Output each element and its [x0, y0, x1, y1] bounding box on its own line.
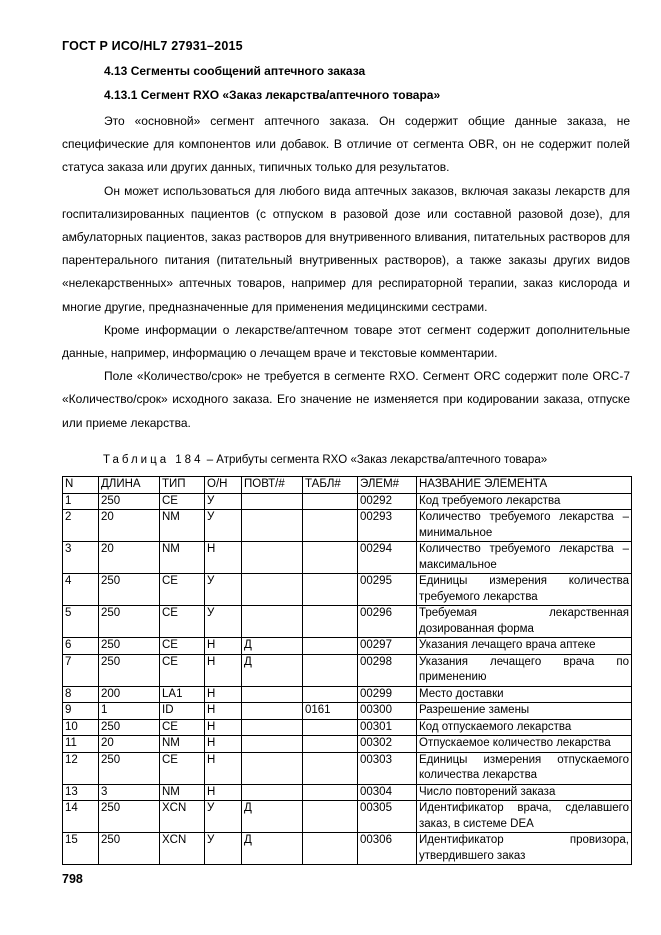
table-cell: 20	[99, 542, 160, 574]
table-cell	[242, 542, 303, 574]
table-cell: 9	[63, 703, 99, 720]
table-cell: Д	[242, 654, 303, 686]
table-cell: NM	[160, 736, 205, 753]
table-cell: 0161	[303, 703, 358, 720]
table-row	[63, 493, 632, 510]
table-cell	[303, 638, 358, 655]
element-name-cell: Идентификатор врача, сделавшего заказ, в системе DEA	[417, 801, 632, 833]
table-cell: 6	[63, 638, 99, 655]
table-row	[63, 606, 632, 638]
table-cell: CE	[160, 752, 205, 784]
element-name-cell: Число повторений заказа	[417, 784, 632, 801]
table-cell: 00300	[358, 703, 417, 720]
table-cell: CE	[160, 719, 205, 736]
table-row	[63, 833, 632, 865]
table-cell	[303, 736, 358, 753]
table-cell: Н	[205, 703, 242, 720]
table-row	[63, 638, 632, 655]
table-cell: 250	[99, 606, 160, 638]
paragraph: Он может использоваться для любого вида аптечных заказов, включая заказы лекарств для госпитализированных пациентов (с отпуском в разовой дозе или составной разовой дозе), для амбулаторных пациентов, заказ растворов для внутривенного вливания, питательных растворов для парентерального питания (питательный внутривенных растворов), а также заказы других видов «нелекарственных» аптечных товаров, например для респираторной терапии, заказ кислорода и многие другие, предназначенные для применения медицинскими сестрами.	[62, 183, 630, 314]
table-cell: Д	[242, 833, 303, 865]
table-cell: 250	[99, 752, 160, 784]
table-cell: 7	[63, 654, 99, 686]
table-row	[63, 654, 632, 686]
table-cell: 8	[63, 686, 99, 703]
table-cell: 10	[63, 719, 99, 736]
table-cell: 4	[63, 574, 99, 606]
table-cell: 15	[63, 833, 99, 865]
table-cell: Н	[205, 719, 242, 736]
table-cell: 00292	[358, 493, 417, 510]
table-row	[63, 703, 632, 720]
table-cell: 00301	[358, 719, 417, 736]
page-number: 798	[62, 872, 83, 886]
table-cell: У	[205, 510, 242, 542]
table-row	[63, 574, 632, 606]
table-row	[63, 510, 632, 542]
table-cell: ID	[160, 703, 205, 720]
table-cell	[242, 752, 303, 784]
table-cell: Н	[205, 752, 242, 784]
table-cell: 250	[99, 574, 160, 606]
table-cell: Н	[205, 784, 242, 801]
table-cell	[242, 784, 303, 801]
table-cell	[303, 784, 358, 801]
element-name-cell: Количество требуемого лекарства – минимальное	[417, 510, 632, 542]
table-cell: 00303	[358, 752, 417, 784]
table-cell	[303, 833, 358, 865]
table-caption-label: Таблица 184	[103, 454, 204, 466]
body-text	[62, 110, 630, 435]
column-header: О/Н	[205, 477, 242, 494]
table-cell: Н	[205, 654, 242, 686]
paragraph: Это «основной» сегмент аптечного заказа. Он содержит общие данные заказа, не специфические для компонентов или добавок. В отличие от сегмента OBR, он не содержит полей статуса заказа или других данных, типичных только для результатов.	[62, 114, 630, 175]
element-name-cell: Количество требуемого лекарства – максимальное	[417, 542, 632, 574]
table-cell: NM	[160, 784, 205, 801]
element-name-cell: Место доставки	[417, 686, 632, 703]
table-cell: 250	[99, 493, 160, 510]
table-cell: 20	[99, 736, 160, 753]
table-cell: 1	[99, 703, 160, 720]
element-name-cell: Отпускаемое количество лекарства	[417, 736, 632, 753]
element-name-cell: Указания лечащего врача по применению	[417, 654, 632, 686]
table-cell	[242, 606, 303, 638]
table-cell: 3	[63, 542, 99, 574]
paragraph: Кроме информации о лекарстве/аптечном товаре этот сегмент содержит дополнительные данные, например, информацию о лечащем враче и текстовые комментарии.	[62, 322, 630, 361]
table-cell: Н	[205, 686, 242, 703]
table-cell: 00305	[358, 801, 417, 833]
table-cell	[242, 574, 303, 606]
table-cell	[303, 686, 358, 703]
table-cell: У	[205, 574, 242, 606]
table-cell	[242, 736, 303, 753]
table-cell: NM	[160, 510, 205, 542]
table-cell: CE	[160, 606, 205, 638]
table-row	[63, 784, 632, 801]
table-cell: 00299	[358, 686, 417, 703]
table-cell: 250	[99, 654, 160, 686]
table-cell: У	[205, 606, 242, 638]
table-cell: 00296	[358, 606, 417, 638]
column-header: N	[63, 477, 99, 494]
column-header: ПОВТ/#	[242, 477, 303, 494]
element-name-cell: Код требуемого лекарства	[417, 493, 632, 510]
table-cell: 00294	[358, 542, 417, 574]
element-name-cell: Единицы измерения отпускаемого количества лекарства	[417, 752, 632, 784]
table-cell	[303, 606, 358, 638]
table-cell: XCN	[160, 833, 205, 865]
element-name-cell: Идентификатор провизора, утвердившего заказ	[417, 833, 632, 865]
table-cell: XCN	[160, 801, 205, 833]
table-cell: 20	[99, 510, 160, 542]
table-cell: У	[205, 833, 242, 865]
table-cell: Н	[205, 736, 242, 753]
table-cell: 00306	[358, 833, 417, 865]
table-cell: Н	[205, 638, 242, 655]
element-name-cell: Единицы измерения количества требуемого лекарства	[417, 574, 632, 606]
table-row	[63, 542, 632, 574]
column-header: ЭЛЕМ#	[358, 477, 417, 494]
table-cell: Д	[242, 638, 303, 655]
element-name-cell: Разрешение замены	[417, 703, 632, 720]
table-cell	[242, 510, 303, 542]
table-cell: 250	[99, 833, 160, 865]
element-name-cell: Указания лечащего врача аптеке	[417, 638, 632, 655]
table-cell: Н	[205, 542, 242, 574]
table-caption-text: Атрибуты сегмента RXO «Заказ лекарства/аптечного товара»	[216, 454, 548, 466]
table-header-row	[63, 477, 632, 494]
table-cell	[242, 703, 303, 720]
table-cell: 00293	[358, 510, 417, 542]
table-cell	[303, 801, 358, 833]
element-name-cell: Требуемая лекарственная дозированная форма	[417, 606, 632, 638]
table-cell: У	[205, 801, 242, 833]
attributes-table	[62, 476, 632, 865]
table-row	[63, 736, 632, 753]
column-header: ДЛИНА	[99, 477, 160, 494]
table-cell: CE	[160, 638, 205, 655]
table-cell	[303, 493, 358, 510]
table-cell: 13	[63, 784, 99, 801]
subsection-heading: 4.13.1 Сегмент RXO «Заказ лекарства/аптечного товара»	[104, 88, 441, 102]
section-heading: 4.13 Сегменты сообщений аптечного заказа	[104, 64, 366, 78]
table-cell: 00304	[358, 784, 417, 801]
table-cell	[242, 719, 303, 736]
column-header: ТАБЛ#	[303, 477, 358, 494]
table-row	[63, 719, 632, 736]
column-header: ТИП	[160, 477, 205, 494]
table-cell	[242, 686, 303, 703]
table-row	[63, 752, 632, 784]
table-cell: 12	[63, 752, 99, 784]
table-cell: 14	[63, 801, 99, 833]
table-cell	[242, 493, 303, 510]
table-cell: 250	[99, 719, 160, 736]
table-cell	[303, 574, 358, 606]
table-cell: 2	[63, 510, 99, 542]
table-cell	[303, 510, 358, 542]
table-cell	[303, 719, 358, 736]
element-name-cell: Код отпускаемого лекарства	[417, 719, 632, 736]
table-cell: 1	[63, 493, 99, 510]
table-cell: У	[205, 493, 242, 510]
table-cell: 00298	[358, 654, 417, 686]
table-cell	[303, 654, 358, 686]
table-cell: 5	[63, 606, 99, 638]
table-caption	[103, 454, 547, 466]
table-cell: 00302	[358, 736, 417, 753]
table-row	[63, 801, 632, 833]
paragraph: Поле «Количество/срок» не требуется в сегменте RXO. Сегмент ORC содержит поле ORC-7 «Количество/срок» исходного заказа. Его значение не изменяется при кодировании заказа, отпуске или приеме лекарства.	[62, 369, 630, 430]
document-id: ГОСТ Р ИСО/HL7 27931–2015	[62, 39, 243, 53]
table-cell: CE	[160, 654, 205, 686]
table-caption-dash: –	[206, 454, 214, 466]
table-cell: CE	[160, 493, 205, 510]
table-cell	[303, 752, 358, 784]
table-cell: 3	[99, 784, 160, 801]
table-cell: LA1	[160, 686, 205, 703]
table-cell: 00297	[358, 638, 417, 655]
table-cell: 00295	[358, 574, 417, 606]
table-cell: 200	[99, 686, 160, 703]
column-header: НАЗВАНИЕ ЭЛЕМЕНТА	[417, 477, 632, 494]
table-cell: 11	[63, 736, 99, 753]
table-cell: Д	[242, 801, 303, 833]
table-cell: NM	[160, 542, 205, 574]
table-cell	[303, 542, 358, 574]
table-row	[63, 686, 632, 703]
table-cell: 250	[99, 638, 160, 655]
table-cell: 250	[99, 801, 160, 833]
table-cell: CE	[160, 574, 205, 606]
